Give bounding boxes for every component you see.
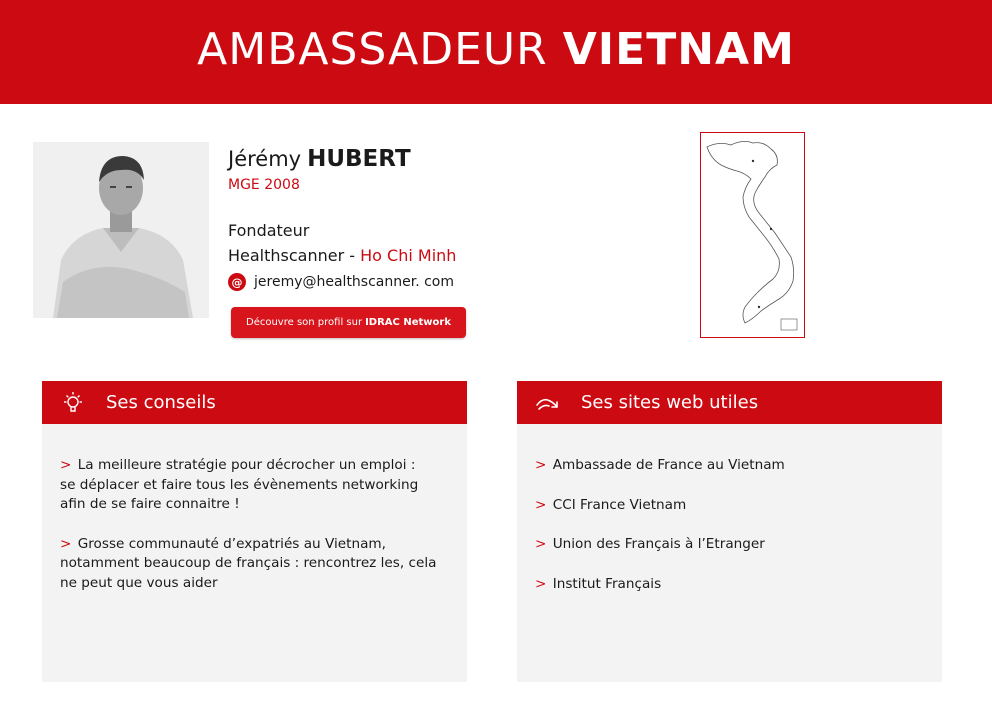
profile-photo xyxy=(33,142,209,318)
sites-panel-title: Ses sites web utiles xyxy=(581,392,759,413)
sites-panel-header xyxy=(517,381,942,424)
advice-item xyxy=(60,456,449,515)
first-name: Jérémy xyxy=(228,147,302,171)
page-title-bold: VIETNAM xyxy=(562,24,795,75)
site-link[interactable] xyxy=(535,575,924,595)
site-link[interactable] xyxy=(535,535,924,555)
advice-item-line: se déplacer et faire tous les évènements networking xyxy=(60,476,419,493)
advice-panel-header xyxy=(42,381,467,424)
company-separator: - xyxy=(344,246,361,265)
advice-panel-title: Ses conseils xyxy=(106,392,216,413)
chevron-icon: > xyxy=(535,575,547,592)
advice-item-line: afin de se faire connaitre ! xyxy=(60,496,240,513)
site-link-label: Institut Français xyxy=(552,575,662,592)
chevron-icon: > xyxy=(535,457,547,473)
curved-arrow-icon xyxy=(535,390,561,416)
sites-panel xyxy=(517,381,942,682)
advice-panel-body xyxy=(42,424,467,594)
company-line xyxy=(228,246,456,265)
idrac-network-button[interactable] xyxy=(231,307,466,338)
site-link-label: CCI France Vietnam xyxy=(552,496,687,513)
sites-panel-body xyxy=(517,424,942,594)
cta-label-strong: IDRAC Network xyxy=(365,317,451,328)
site-link[interactable] xyxy=(535,496,924,516)
at-sign-icon: @ xyxy=(228,273,246,291)
site-link-label: Union des Français à l’Etranger xyxy=(552,536,765,553)
chevron-icon: > xyxy=(60,457,72,473)
page-title-light: AMBASSADEUR xyxy=(197,24,548,75)
site-link-label: Ambassade de France au Vietnam xyxy=(552,457,785,473)
advice-item-line: La meilleure stratégie pour décrocher un emploi : xyxy=(77,457,416,473)
advice-item-line: ne peut que vous aider xyxy=(60,574,218,591)
last-name: HUBERT xyxy=(307,146,411,172)
vietnam-map xyxy=(700,132,805,338)
email-link[interactable]: jeremy@healthscanner. com xyxy=(254,274,455,290)
site-link[interactable] xyxy=(535,456,924,476)
advice-item-line: Grosse communauté d’expatriés au Vietnam, xyxy=(77,535,386,552)
company-city: Ho Chi Minh xyxy=(360,246,457,265)
chevron-icon: > xyxy=(535,536,547,553)
page-title xyxy=(0,24,992,75)
lightbulb-icon xyxy=(60,390,86,416)
advice-item-line: notamment beaucoup de français : rencontrez les, cela xyxy=(60,555,437,572)
advice-item xyxy=(60,535,449,594)
chevron-icon: > xyxy=(535,496,547,513)
advice-panel xyxy=(42,381,467,682)
job-role: Fondateur xyxy=(228,221,310,240)
company-name: Healthscanner xyxy=(228,246,345,265)
chevron-icon: > xyxy=(60,535,72,552)
promo-year: MGE 2008 xyxy=(228,177,300,193)
email-row xyxy=(228,273,454,291)
cta-label: Découvre son profil sur xyxy=(246,317,363,328)
header-banner xyxy=(0,0,992,104)
person-name xyxy=(228,146,411,172)
